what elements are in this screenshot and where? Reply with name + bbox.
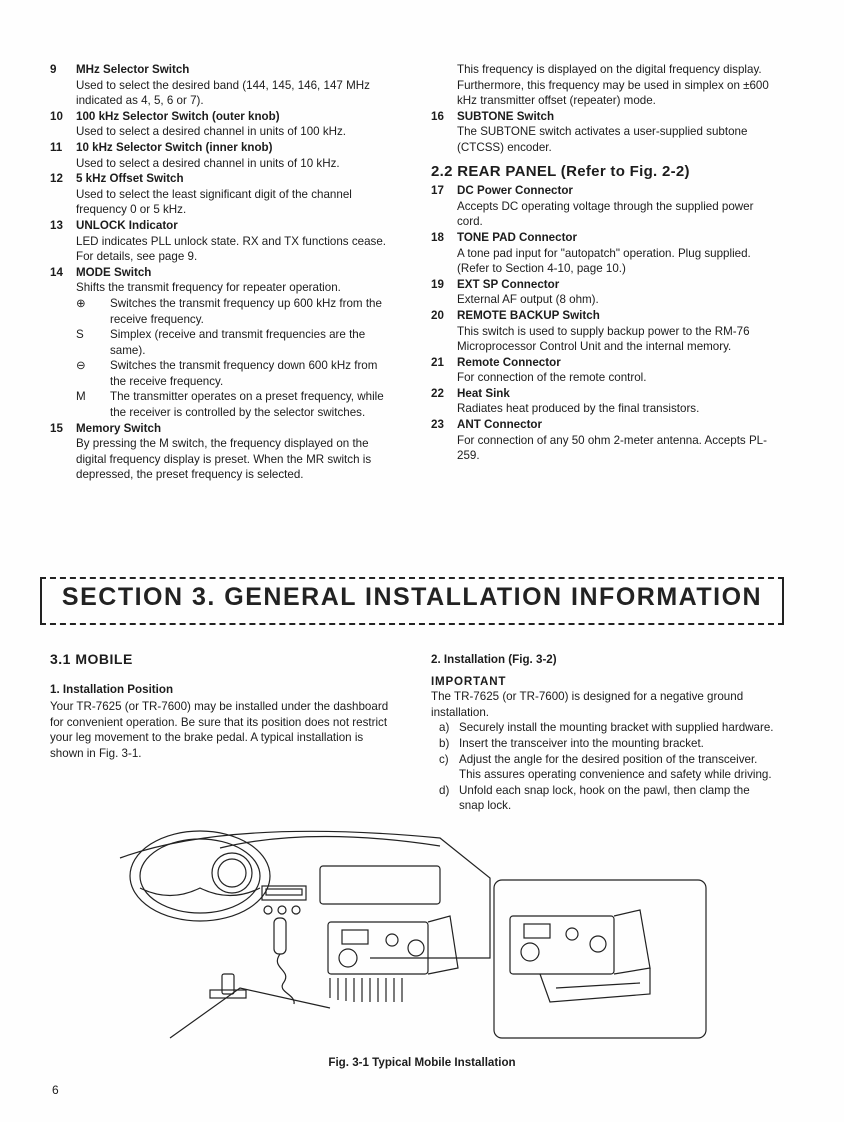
item-body: For connection of the remote control. (457, 371, 647, 385)
item-18 (431, 230, 777, 277)
item-number: 23 (431, 418, 444, 432)
microphone-icon (274, 918, 286, 954)
step-label: b) (439, 736, 450, 750)
dashboard-drawing (120, 831, 490, 1038)
item-body: By pressing the M switch, the frequency displayed on the digital frequency display is preset. When the MR switch is depressed, the preset frequency is selected. (76, 437, 372, 482)
mobile-left-column (50, 652, 396, 762)
item-number: 10 (50, 109, 63, 123)
step-text: Unfold each snap lock, hook on the pawl, then clamp the snap lock. (459, 783, 750, 813)
item-body: Radiates heat produced by the final transistors. (457, 402, 700, 416)
item-title: TONE PAD Connector (457, 230, 578, 244)
item-15 (50, 421, 396, 483)
section-banner (40, 577, 784, 625)
step-label: a) (439, 721, 450, 735)
item-body: The SUBTONE switch activates a user-supplied subtone (CTCSS) encoder. (457, 125, 748, 154)
item-12 (50, 171, 396, 218)
item-number: 17 (431, 184, 444, 198)
step-label: c) (439, 752, 449, 766)
page-number: 6 (52, 1083, 59, 1097)
continued-paragraph: This frequency is displayed on the digital frequency display. Furthermore, this frequency may be used in simplex on ±600 kHz transmitter offset (repeater) mode. (457, 63, 769, 108)
step-d (431, 783, 777, 814)
item-body: LED indicates PLL unlock state. RX and TX functions cease. For details, see page 9. (76, 234, 386, 264)
item-title: REMOTE BACKUP Switch (457, 308, 600, 322)
item-10 (50, 109, 396, 140)
item-number: 11 (50, 140, 63, 154)
item-body: Used to select the least significant digit of the channel frequency 0 or 5 kHz. (76, 187, 352, 217)
item-body: For connection of any 50 ohm 2-meter antenna. Accepts PL-259. (457, 433, 767, 463)
step-label: d) (439, 783, 450, 797)
step-text: Securely install the mounting bracket with supplied hardware. (459, 721, 774, 735)
item-19 (431, 277, 777, 308)
item-title: MODE Switch (76, 265, 152, 279)
right-column (431, 62, 777, 464)
gear-shift-icon (222, 974, 234, 994)
item-number: 15 (50, 421, 63, 435)
item-body: Used to select a desired channel in units of 10 kHz. (76, 156, 340, 170)
installation-position-text: Your TR-7625 (or TR-7600) may be installed under the dashboard for convenient operation. Be sure that its position does not restrict your leg movement to the brake pedal. A typical installation is shown in Fig. 3-1. (50, 700, 389, 760)
mobile-heading: 3.1 MOBILE (50, 651, 133, 667)
mode-symbol: M (76, 390, 86, 404)
item-title: ANT Connector (457, 418, 543, 432)
item-title: Heat Sink (457, 386, 510, 400)
bracket-detail-drawing (510, 910, 650, 1002)
item-21 (431, 355, 777, 386)
item-14 (50, 265, 396, 296)
item-number: 14 (50, 265, 63, 279)
item-17 (431, 183, 777, 230)
item-body: Accepts DC operating voltage through the supplied power cord. (457, 199, 754, 229)
item-body: A tone pad input for "autopatch" operation. Plug supplied. (Refer to Section 4-10, page 10.) (457, 246, 751, 276)
installation-position-heading: 1. Installation Position (50, 682, 174, 696)
mode-symbol: S (76, 328, 84, 342)
item-16 (431, 109, 777, 156)
item-number: 19 (431, 277, 444, 291)
item-title: SUBTONE Switch (457, 109, 555, 123)
step-b (431, 736, 777, 752)
item-body: Used to select a desired channel in units of 100 kHz. (76, 125, 347, 139)
step-text: Adjust the angle for the desired position of the transceiver. This assures operating convenience and safety while driving. (459, 752, 772, 782)
item-title: UNLOCK Indicator (76, 218, 178, 232)
mode-description: Switches the transmit frequency up 600 kHz from the receive frequency. (110, 296, 382, 326)
item-title: 10 kHz Selector Switch (inner knob) (76, 140, 273, 154)
step-a (431, 720, 777, 736)
item-number: 16 (431, 109, 444, 123)
car-radio (262, 886, 306, 900)
item-number: 12 (50, 172, 63, 186)
item-title: 5 kHz Offset Switch (76, 172, 184, 186)
installation-heading: 2. Installation (Fig. 3-2) (431, 653, 557, 666)
item-22 (431, 386, 777, 417)
item-body: External AF output (8 ohm). (457, 293, 599, 307)
left-column (50, 62, 396, 483)
important-heading: IMPORTANT (431, 674, 507, 688)
rear-panel-heading: 2.2 REAR PANEL (Refer to Fig. 2-2) (431, 162, 690, 180)
item-body: Shifts the transmit frequency for repeater operation. (76, 281, 341, 295)
item-9 (50, 62, 396, 109)
item-body: This switch is used to supply backup power to the RM-76 Microprocessor Control Unit and the internal memory. (457, 324, 750, 354)
item-body: Used to select the desired band (144, 145, 146, 147 MHz indicated as 4, 5, 6 or 7). (76, 78, 370, 108)
item-title: 100 kHz Selector Switch (outer knob) (76, 109, 280, 123)
item-title: EXT SP Connector (457, 277, 560, 291)
mode-option-up (50, 296, 396, 327)
bracket-detail-inset (494, 880, 706, 1038)
mode-description: Switches the transmit frequency down 600 kHz from the receive frequency. (110, 359, 378, 388)
mode-description: The transmitter operates on a preset frequency, while the receiver is controlled by the selector switches. (110, 390, 384, 420)
item-number: 18 (431, 230, 444, 244)
mode-symbol: ⊖ (76, 359, 86, 373)
item-title: MHz Selector Switch (76, 63, 190, 76)
item-number: 22 (431, 386, 444, 400)
item-title: DC Power Connector (457, 184, 573, 198)
figure-caption: Fig. 3-1 Typical Mobile Installation (328, 1056, 516, 1069)
item-23 (431, 417, 777, 464)
mode-option-simplex (50, 327, 396, 358)
step-text: Insert the transceiver into the mounting bracket. (459, 736, 704, 750)
section-title: SECTION 3. GENERAL INSTALLATION INFORMATION (61, 583, 763, 611)
step-c (431, 752, 777, 783)
item-title: Remote Connector (457, 355, 561, 369)
important-text: The TR-7625 (or TR-7600) is designed for a negative ground installation. (431, 690, 744, 719)
mode-option-down (50, 358, 396, 389)
item-number: 9 (50, 63, 57, 76)
mode-symbol: ⊕ (76, 296, 86, 310)
mobile-installation-illustration (110, 818, 710, 1048)
item-number: 21 (431, 355, 444, 369)
mobile-right-column (431, 652, 777, 814)
item-number: 20 (431, 308, 444, 322)
item-number: 13 (50, 218, 63, 232)
mode-option-memory (50, 389, 396, 420)
item-title: Memory Switch (76, 421, 162, 435)
item-13 (50, 218, 396, 265)
item-20 (431, 308, 777, 355)
steering-wheel-icon (130, 831, 270, 921)
mode-description: Simplex (receive and transmit frequencies are the same). (110, 328, 366, 357)
item-11 (50, 140, 396, 171)
